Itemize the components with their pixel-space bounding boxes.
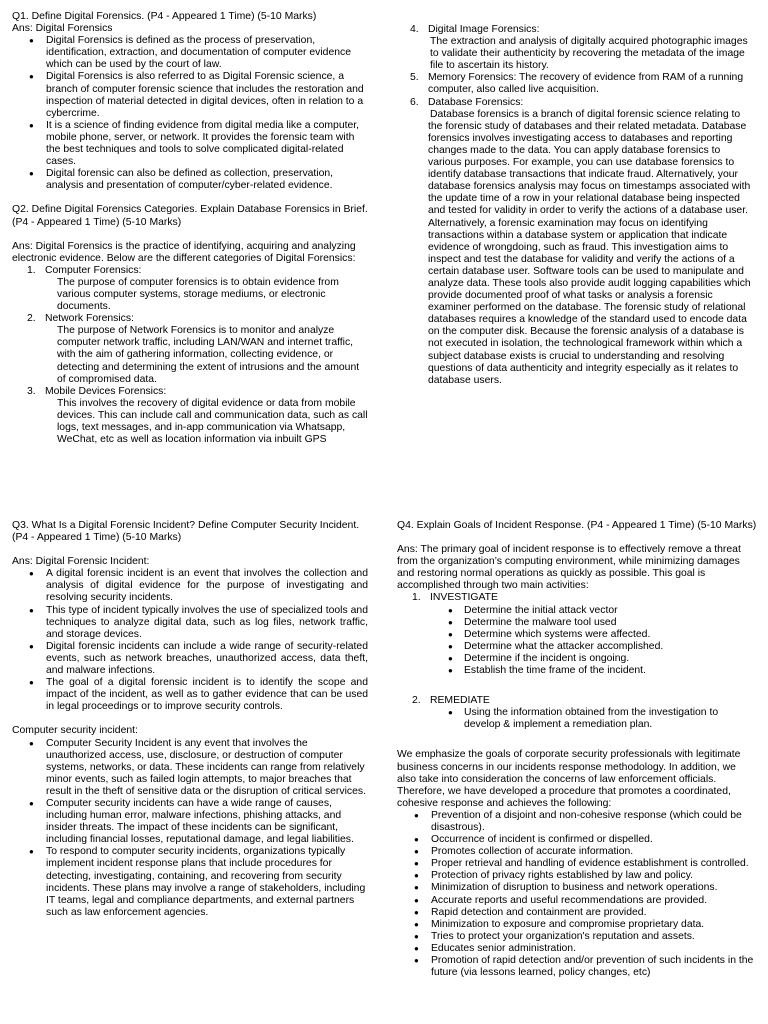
item-heading: Memory Forensics: The recovery of evidence from RAM of a running computer, also called live acquisition. [428,72,744,96]
item-number: 1. [412,592,421,604]
item-number: 4. [410,24,419,35]
item-heading: Network Forensics: [45,313,134,325]
list-item: ● The goal of a digital forensic incident is to identify the scope and impact of the incident, as well as to gather evidence that can be used in legal proceedings or to improve security controls. [46,677,368,713]
list-item: ● Determine which systems were affected. [464,629,757,641]
q4-title: Q4. Explain Goals of Incident Response. (P4 - Appeared 1 Time) (5-10 Marks) [397,520,757,531]
item-heading: REMEDIATE [430,695,490,707]
list-item: ● Protection of privacy rights established by law and policy. [431,870,757,882]
item-body: The purpose of Network Forensics is to monitor and analyze computer network traffic, including LAN/WAN and internet traffic, with the aim of gathering information, collecting evidence, or detecting and determining the extent of intrusions and the amount of compromised data. [57,325,360,385]
q1-answer-label: Ans: Digital Forensics [12,23,113,35]
list-item [27,313,368,386]
q3-answer-label: Ans: Digital Forensic Incident: [12,556,150,568]
item-heading: Digital Image Forensics: [428,24,540,35]
item-heading: Mobile Devices Forensics: [45,385,167,397]
q4-paragraph: We emphasize the goals of corporate security professionals with legitimate business concerns in our incidents response methodology. In addition, we also take into consideration the concerns of law enforcement officials. Therefore, we have developed a procedure that promotes a coordinated, cohesive response and achieves the following: [397,749,741,809]
list-item: ● Digital forensic incidents can include a wide range of security-related events, such as network breaches, unauthorized access, data theft, and malware infections. [46,641,368,677]
q1-bullet-list [12,35,368,192]
list-item: ● Proper retrieval and handling of evidence establishment is controlled. [431,858,757,870]
list-item: ● Using the information obtained from the investigation to develop & implement a remediation plan. [464,707,757,731]
list-item [27,264,368,313]
list-item [410,96,756,387]
list-item: ● Accurate reports and useful recommendations are provided. [431,895,757,907]
list-item: ● This type of incident typically involves the use of specialized tools and techniques to analyze digital data, such as log files, network traffic, and storage devices. [46,605,368,641]
investigate-bullet-list [430,605,757,678]
list-item [27,385,368,446]
list-item [410,24,756,72]
list-item: ● Prevention of a disjoint and non-cohesive response (which could be disastrous). [431,810,757,834]
item-body: This involves the recovery of digital evidence or data from mobile devices. This can include call and communication data, such as call logs, text messages, and in-app communication via Whatsapp, WeChat, etc as well as location information via inbuilt GPS [57,397,368,446]
q4-intro: Ans: The primary goal of incident response is to effectively remove a threat from the organization’s computing environment, while minimizing damages and restoring normal operations as quickly as possible. This goal is accomplished through two main activities: [397,544,741,592]
q2-continued [400,24,756,387]
list-item: ● A digital forensic incident is an event that involves the collection and analysis of digital evidence for the purpose of investigating and resolving security incidents. [46,568,368,604]
q3-title: Q3. What Is a Digital Forensic Incident? Define Computer Security Incident. (P4 - Appeared 1 Time) (5-10 Marks) [12,520,360,544]
list-item: ● Determine the initial attack vector [464,605,757,617]
q1-title: Q1. Define Digital Forensics. (P4 - Appeared 1 Time) (5-10 Marks) [12,11,317,22]
item-number: 6. [410,96,419,108]
list-item: ● Determine what the attacker accomplished. [464,641,757,653]
item-body: The purpose of computer forensics is to obtain evidence from various computer systems, storage mediums, or electronic documents. [57,276,339,313]
list-item: ● Digital forensic can also be defined as collection, preservation, analysis and presentation of computer/cyber-related evidence. [46,168,368,192]
list-item: ● To respond to computer security incidents, organizations typically implement incident response plans that include procedures for detecting, investigating, containing, and recovering from security incidents. These plans may involve a range of stakeholders, including IT teams, legal and compliance departments, and external partners such as law enforcement agencies. [46,846,368,919]
list-item [412,592,757,677]
item-number: 5. [410,72,419,84]
item-number: 1. [27,264,36,276]
q3-subheading: Computer security incident: [12,725,138,737]
q2-intro: Ans: Digital Forensics is the practice of identifying, acquiring and analyzing electronic evidence. Below are the different categories of Digital Forensics: [12,240,356,264]
q3-bullet-list [12,568,368,713]
item-heading: Database Forensics: [428,96,524,108]
item-number: 3. [27,385,36,397]
remediate-bullet-list [430,707,757,731]
list-item: ● Tries to protect your organization's reputation and assets. [431,931,757,943]
list-item [410,72,756,96]
list-item: ● It is a science of finding evidence from digital media like a computer, mobile phone, server, or network. It provides the forensic team with the best techniques and tools to solve complicated digital-related cases. [46,120,368,168]
list-item: ● Promotes collection of accurate information. [431,846,757,858]
q4-activity-list [397,592,757,731]
q4-section [397,520,757,979]
list-item: ● Occurrence of incident is confirmed or dispelled. [431,834,757,846]
q3-section [12,520,368,919]
list-item [412,695,757,731]
item-heading: Computer Forensics: [45,264,142,276]
list-item: ● Educates senior administration. [431,943,757,955]
item-body: The extraction and analysis of digitally acquired photographic images to validate their authenticity by recovering the metadata of the image file to ascertain its history. [430,36,748,72]
list-item: ● Computer security incidents can have a wide range of causes, including human error, malware infections, phishing attacks, and insider threats. The impact of these incidents can be significant, including financial losses, reputational damage, and legal liabilities. [46,798,368,846]
q2-title: Q2. Define Digital Forensics Categories. Explain Database Forensics in Brief. (P4 - Appeared 1 Time) (5-10 Marks) [12,204,368,228]
item-number: 2. [412,695,421,707]
list-item: ● Establish the time frame of the incident. [464,665,757,677]
list-item: ● Digital Forensics is also referred to as Digital Forensic science, a branch of computer forensic science that includes the restoration and inspection of material detected in digital devices, often in relation to a cybercrime. [46,71,368,119]
q2-category-list-continued [400,24,756,387]
q4-goals-list [397,810,757,979]
list-item: ● Digital Forensics is defined as the process of preservation, identification, extraction, and documentation of computer evidence which can be used by the court of law. [46,35,368,71]
q3-bullet-list-2 [12,738,368,919]
item-heading: INVESTIGATE [430,592,498,604]
list-item: ● Determine if the incident is ongoing. [464,653,757,665]
item-body: Database forensics is a branch of digital forensic science relating to the forensic study of databases and their related metadata. Database forensics involves investigating access to databases and reporting changes made to the data. You can apply database forensics to various purposes. For example, you can use database forensics to identify database transactions that indicate fraud. Alternatively, your database forensics analysis may focus on timestamps associated with the update time of a row in your relational database being inspected and tested for validity in order to verify the actions of a database user. Alternatively, a forensic examination may focus on identifying transactions within a database system or application that indicate evidence of wrongdoing, such as fraud. This investigation aims to inspect and test the database for validity and verify the actions of a certain database user. Software tools can be used to manipulate and analyze data. These tools also provide audit logging capabilities which provide documented proof of what tasks or analysis a forensic examiner performed on the database. The forensic study of relational databases requires a knowledge of the standard used to encode data on the computer disk. Because the forensic analysis of a database is not executed in isolation, the technological framework within which a subject database exists is crucial to understanding and resolving questions of data authenticity and integrity especially as it relates to database users. [428,108,751,386]
list-item: ● Promotion of rapid detection and/or prevention of such incidents in the future (via lessons learned, policy changes, etc) [431,955,757,979]
list-item: ● Minimization to exposure and compromise proprietary data. [431,919,757,931]
q2-category-list [12,265,368,446]
list-item: ● Computer Security Incident is any event that involves the unauthorized access, use, disclosure, or destruction of computer systems, networks, or data. These incidents can range from relatively minor events, such as failed login attempts, to major breaches that result in the theft of sensitive data or the disruption of critical services. [46,738,368,798]
list-item: ● Determine the malware tool used [464,617,757,629]
list-item: ● Rapid detection and containment are provided. [431,907,757,919]
item-number: 2. [27,313,36,325]
list-item: ● Minimization of disruption to business and network operations. [431,882,757,894]
q1-section [12,11,368,446]
